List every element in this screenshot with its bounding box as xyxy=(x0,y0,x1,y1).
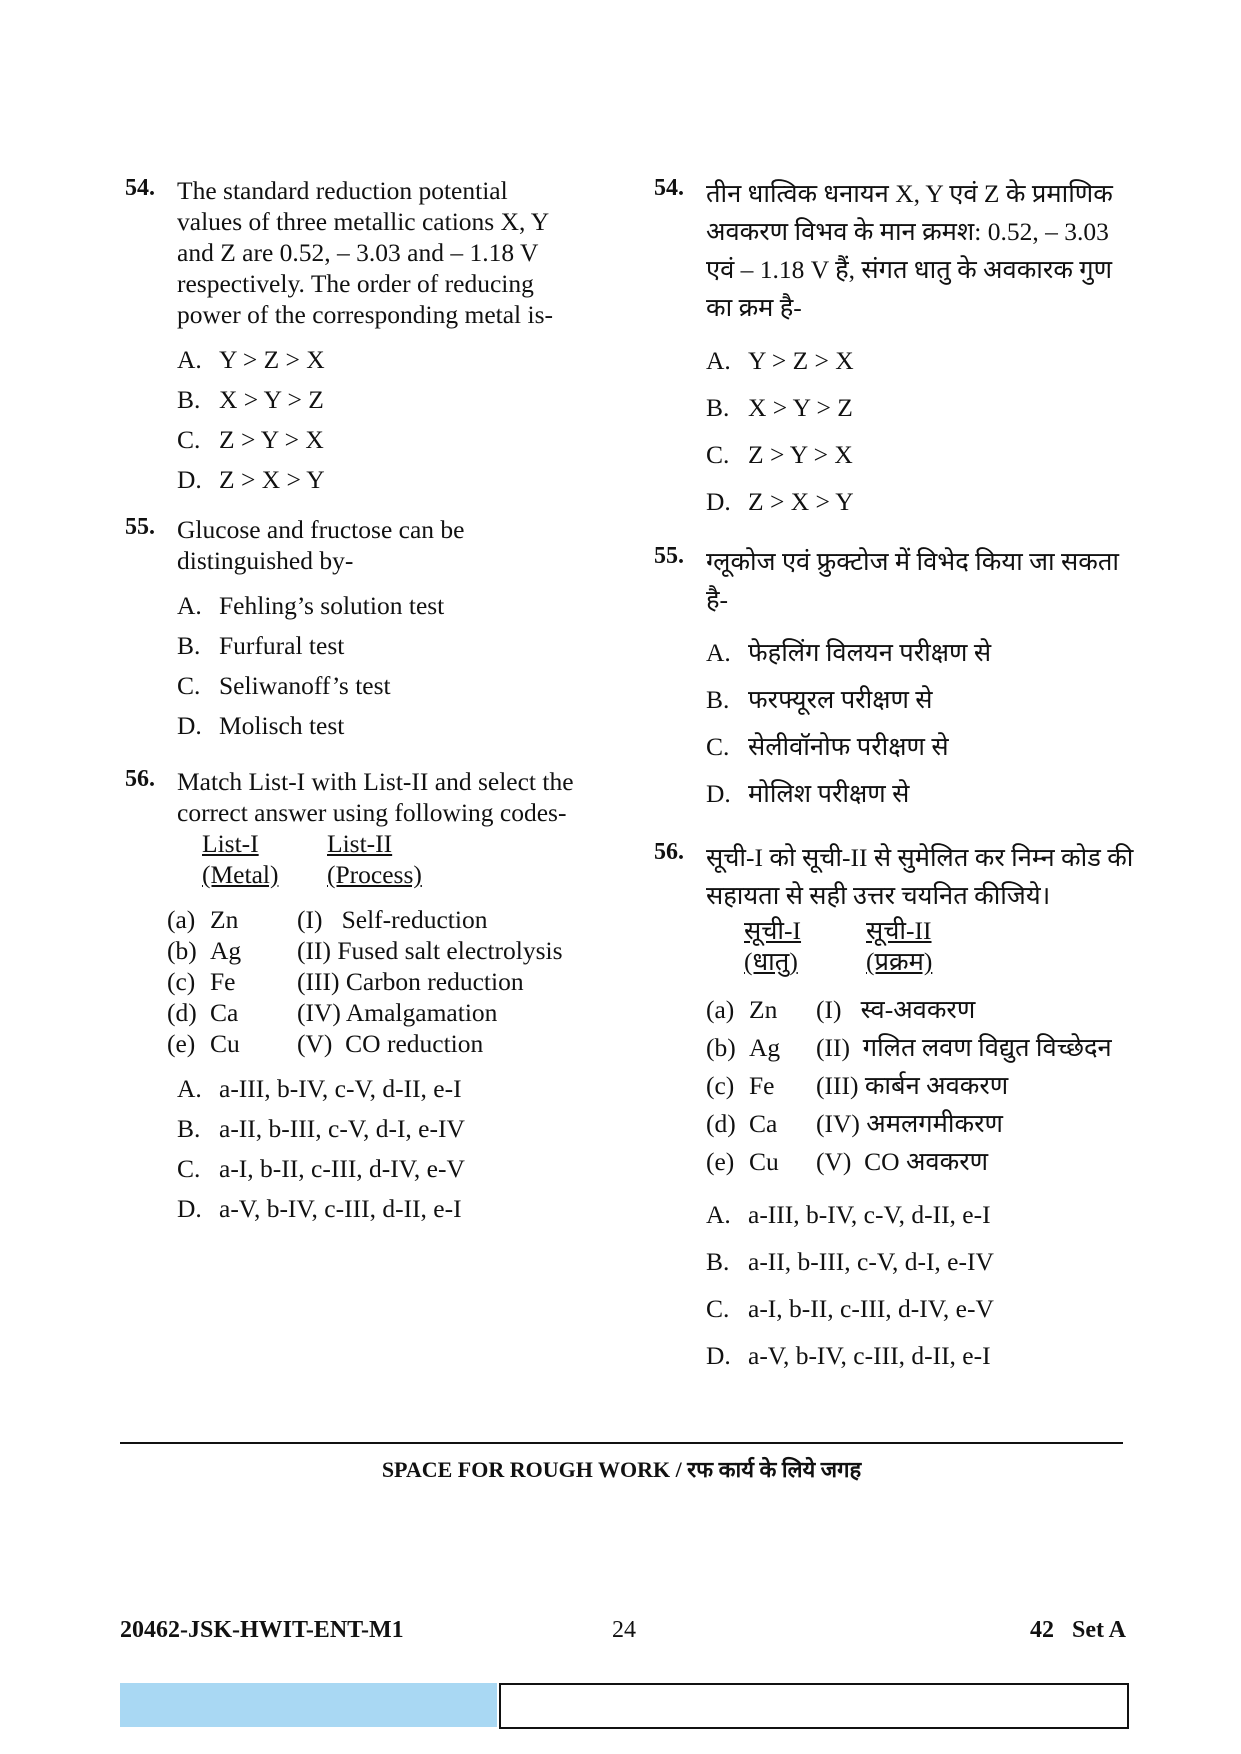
option-c xyxy=(706,431,1144,478)
paper-code: 20462-JSK-HWIT-ENT-M1 xyxy=(120,1617,404,1643)
question-55 xyxy=(125,514,615,746)
question-56 xyxy=(654,839,1144,1379)
item-metal: Ca xyxy=(210,998,239,1027)
question-55 xyxy=(654,543,1144,817)
answer-options xyxy=(706,1191,1144,1379)
option-text: a-V, b-IV, c-III, d-II, e-I xyxy=(219,1194,462,1223)
list-2-header-line: List-II xyxy=(327,829,393,858)
match-row xyxy=(706,1105,1144,1143)
question-line: Glucose and fructose can be xyxy=(177,515,465,544)
option-label: A. xyxy=(177,345,202,374)
option-label: B. xyxy=(706,393,730,422)
option-label: C. xyxy=(177,671,201,700)
answer-options xyxy=(177,1069,615,1229)
question-54 xyxy=(654,175,1144,525)
option-text: सेलीवॉनोफ परीक्षण से xyxy=(748,732,949,761)
list-1-item xyxy=(706,1067,816,1105)
match-pairs xyxy=(167,904,615,1059)
option-b xyxy=(177,1109,615,1149)
option-label: D. xyxy=(177,465,202,494)
option-a xyxy=(177,1069,615,1109)
question-text xyxy=(177,514,615,576)
option-c xyxy=(177,666,615,706)
option-d xyxy=(177,460,615,500)
option-text: Z > X > Y xyxy=(748,487,854,516)
option-text: a-II, b-III, c-V, d-I, e-IV xyxy=(748,1247,994,1276)
option-text: X > Y > Z xyxy=(219,385,324,414)
question-line: values of three metallic cations X, Y xyxy=(177,207,550,236)
list-2-item: (III) Carbon reduction xyxy=(297,967,524,996)
item-metal: Zn xyxy=(749,995,778,1024)
option-label: D. xyxy=(706,1341,731,1370)
list-2-item: (III) कार्बन अवकरण xyxy=(816,1071,1009,1100)
option-label: C. xyxy=(706,1294,730,1323)
item-metal: Fe xyxy=(210,967,236,996)
option-label: B. xyxy=(177,1114,201,1143)
question-text xyxy=(706,839,1144,915)
item-metal: Ca xyxy=(749,1109,778,1138)
list-2-item: (II) Fused salt electrolysis xyxy=(297,936,563,965)
option-text: Y > Z > X xyxy=(219,345,325,374)
option-b xyxy=(706,384,1144,431)
list-2-header xyxy=(327,828,422,890)
match-row xyxy=(167,1028,615,1059)
question-56 xyxy=(125,766,615,1229)
rough-work-divider xyxy=(120,1442,1123,1444)
option-text: Furfural test xyxy=(219,631,345,660)
option-text: a-III, b-IV, c-V, d-II, e-I xyxy=(748,1200,991,1229)
item-key: (b) xyxy=(706,1033,736,1062)
item-key: (a) xyxy=(167,905,196,934)
item-key: (c) xyxy=(706,1071,735,1100)
option-label: B. xyxy=(706,685,730,714)
option-text: Z > Y > X xyxy=(748,440,853,469)
list-2-item: (I) स्व-अवकरण xyxy=(816,995,976,1024)
option-d xyxy=(706,1332,1144,1379)
item-key: (b) xyxy=(167,936,197,965)
list-2-header-line: (प्रक्रम) xyxy=(866,947,933,976)
option-text: Fehling’s solution test xyxy=(219,591,445,620)
option-a xyxy=(177,586,615,626)
question-line: सूची-I को सूची-II से सुमेलित कर निम्न कोड की xyxy=(706,843,1134,872)
question-number: 55. xyxy=(654,543,684,569)
option-label: D. xyxy=(706,779,731,808)
option-label: D. xyxy=(706,487,731,516)
list-1-header-line: List-I xyxy=(202,829,259,858)
question-54 xyxy=(125,175,615,500)
item-metal: Cu xyxy=(210,1029,240,1058)
option-text: Z > Y > X xyxy=(219,425,324,454)
question-text xyxy=(706,543,1144,619)
list-1-header xyxy=(744,915,866,977)
list-1-header-line: सूची-I xyxy=(744,916,802,945)
option-a xyxy=(177,340,615,380)
question-line: The standard reduction potential xyxy=(177,176,508,205)
list-2-header-line: (Process) xyxy=(327,860,422,889)
question-line: सहायता से सही उत्तर चयनित कीजिये। xyxy=(706,881,1051,910)
option-text: Z > X > Y xyxy=(219,465,325,494)
option-c xyxy=(177,1149,615,1189)
option-label: A. xyxy=(706,346,731,375)
item-key: (e) xyxy=(167,1029,196,1058)
option-label: A. xyxy=(177,1074,202,1103)
rough-work-label: SPACE FOR ROUGH WORK / रफ कार्य के लिये जगह xyxy=(381,1457,862,1482)
list-headers xyxy=(177,828,615,890)
list-2-header-line: सूची-II xyxy=(866,916,932,945)
option-d xyxy=(177,1189,615,1229)
option-text: Y > Z > X xyxy=(748,346,854,375)
option-b xyxy=(177,380,615,420)
option-label: D. xyxy=(177,711,202,740)
list-1-header-line: (Metal) xyxy=(202,860,279,889)
question-text xyxy=(706,175,1144,327)
option-c xyxy=(706,723,1144,770)
question-line: एवं – 1.18 V हैं, संगत धातु के अवकारक गुण xyxy=(706,255,1113,284)
option-label: B. xyxy=(177,385,201,414)
option-label: C. xyxy=(706,440,730,469)
list-1-item xyxy=(706,1143,816,1181)
list-1-header-line: (धातु) xyxy=(744,947,798,976)
hindi-column xyxy=(654,175,1144,1379)
item-metal: Cu xyxy=(749,1147,779,1176)
option-label: D. xyxy=(177,1194,202,1223)
list-1-item xyxy=(706,1105,816,1143)
option-text: a-V, b-IV, c-III, d-II, e-I xyxy=(748,1341,991,1370)
question-line: अवकरण विभव के मान क्रमश: 0.52, – 3.03 xyxy=(706,217,1109,246)
question-text xyxy=(177,175,615,330)
list-1-item xyxy=(167,935,297,966)
list-2-header xyxy=(866,915,932,977)
item-key: (d) xyxy=(167,998,197,1027)
match-row xyxy=(167,966,615,997)
list-2-item: (IV) अमलगमीकरण xyxy=(816,1109,1003,1138)
item-metal: Fe xyxy=(749,1071,775,1100)
item-metal: Ag xyxy=(210,936,242,965)
item-key: (d) xyxy=(706,1109,736,1138)
list-2-item: (I) Self-reduction xyxy=(297,905,488,934)
match-row xyxy=(706,1029,1144,1067)
option-text: a-I, b-II, c-III, d-IV, e-V xyxy=(219,1154,465,1183)
question-text xyxy=(177,766,615,828)
question-number: 55. xyxy=(125,514,155,540)
question-number: 56. xyxy=(654,839,684,865)
list-2-item: (V) CO reduction xyxy=(297,1029,484,1058)
answer-options xyxy=(177,340,615,500)
match-row xyxy=(706,1143,1144,1181)
option-text: Seliwanoff’s test xyxy=(219,671,391,700)
question-number: 54. xyxy=(125,175,155,201)
list-headers xyxy=(706,915,1144,977)
option-label: C. xyxy=(177,1154,201,1183)
list-2-item: (V) CO अवकरण xyxy=(816,1147,989,1176)
footer-empty-box xyxy=(499,1683,1129,1729)
match-row xyxy=(167,997,615,1028)
match-pairs xyxy=(706,991,1144,1181)
answer-options xyxy=(706,337,1144,525)
question-line: power of the corresponding metal is- xyxy=(177,300,554,329)
option-c xyxy=(177,420,615,460)
option-a xyxy=(706,337,1144,384)
option-d xyxy=(177,706,615,746)
option-label: C. xyxy=(177,425,201,454)
option-b xyxy=(177,626,615,666)
option-b xyxy=(706,1238,1144,1285)
item-metal: Zn xyxy=(210,905,239,934)
option-label: B. xyxy=(706,1247,730,1276)
list-1-item xyxy=(167,904,297,935)
question-line: correct answer using following codes- xyxy=(177,798,567,827)
question-number: 54. xyxy=(654,175,684,201)
option-label: A. xyxy=(706,1200,731,1229)
option-a xyxy=(706,1191,1144,1238)
option-c xyxy=(706,1285,1144,1332)
option-text: a-III, b-IV, c-V, d-II, e-I xyxy=(219,1074,462,1103)
question-line: ग्लूकोज एवं फ्रुक्टोज में विभेद किया जा सकता है- xyxy=(706,547,1119,614)
match-row xyxy=(706,1067,1144,1105)
item-key: (e) xyxy=(706,1147,735,1176)
question-number: 56. xyxy=(125,766,155,792)
question-line: distinguished by- xyxy=(177,546,354,575)
set-label: 42 Set A xyxy=(1030,1617,1126,1643)
list-1-item xyxy=(706,1029,816,1067)
list-1-item xyxy=(167,966,297,997)
list-1-item xyxy=(706,991,816,1029)
option-label: A. xyxy=(706,638,731,667)
list-1-item xyxy=(167,997,297,1028)
option-a xyxy=(706,629,1144,676)
option-text: a-I, b-II, c-III, d-IV, e-V xyxy=(748,1294,994,1323)
list-2-item: (IV) Amalgamation xyxy=(297,998,498,1027)
question-line: and Z are 0.52, – 3.03 and – 1.18 V xyxy=(177,238,539,267)
list-1-header xyxy=(202,828,327,890)
question-line: का क्रम है- xyxy=(706,293,802,322)
option-label: A. xyxy=(177,591,202,620)
option-d xyxy=(706,770,1144,817)
option-text: फेहलिंग विलयन परीक्षण से xyxy=(748,638,992,667)
footer-blue-bar xyxy=(120,1683,497,1727)
option-text: X > Y > Z xyxy=(748,393,853,422)
option-b xyxy=(706,676,1144,723)
match-row xyxy=(706,991,1144,1029)
option-text: Molisch test xyxy=(219,711,345,740)
item-key: (c) xyxy=(167,967,196,996)
question-line: तीन धात्विक धनायन X, Y एवं Z के प्रमाणिक xyxy=(706,179,1113,208)
item-metal: Ag xyxy=(749,1033,781,1062)
question-line: respectively. The order of reducing xyxy=(177,269,534,298)
option-label: C. xyxy=(706,732,730,761)
english-column xyxy=(125,175,615,1229)
option-text: मोलिश परीक्षण से xyxy=(748,779,910,808)
option-text: फरफ्यूरल परीक्षण से xyxy=(748,685,933,714)
answer-options xyxy=(706,629,1144,817)
match-row xyxy=(167,935,615,966)
list-1-item xyxy=(167,1028,297,1059)
match-row xyxy=(167,904,615,935)
item-key: (a) xyxy=(706,995,735,1024)
page-number: 24 xyxy=(612,1617,636,1643)
option-label: B. xyxy=(177,631,201,660)
option-d xyxy=(706,478,1144,525)
answer-options xyxy=(177,586,615,746)
question-line: Match List-I with List-II and select the xyxy=(177,767,574,796)
list-2-item: (II) गलित लवण विद्युत विच्छेदन xyxy=(816,1033,1112,1062)
option-text: a-II, b-III, c-V, d-I, e-IV xyxy=(219,1114,465,1143)
